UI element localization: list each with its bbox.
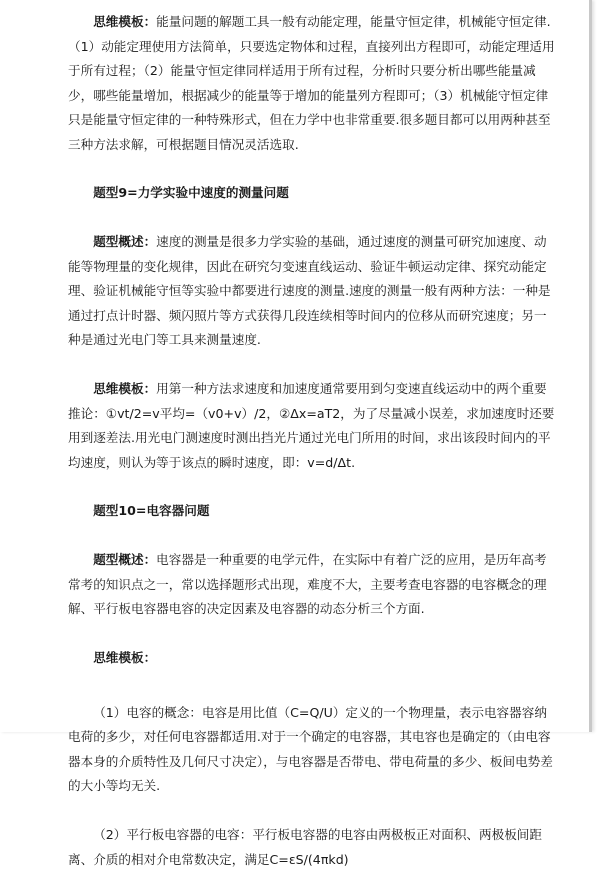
label-thinking-template: 思维模板： <box>93 381 157 396</box>
label-overview: 题型概述： <box>93 234 157 249</box>
label-thinking-template: 思维模板： <box>93 650 157 665</box>
paragraph-text: 电容器是一种重要的电学元件，在实际中有着广泛的应用，是历年高考常考的知识点之一，常以选择题形式出现，难度不大，主要考查电容器的电容概念的理解、平行板电容器电容的决定因素及电容器的动态分析三个方面. <box>68 552 547 616</box>
paragraph-text: 速度的测量是很多力学实验的基础，通过速度的测量可研究加速度、动能等物理量的变化规律，因此在研究匀变速直线运动、验证牛顿运动定律、探究动能定理、验证机械能守恒等实验中都要进行速度的测量.速度的测量一般有两种方法：一种是通过打点计时器、频闪照片等方式获得几段连续相等时间内的位移从而研究速度；另一种是通过光电门等工具来测量速度. <box>68 234 551 347</box>
paragraph-capacitance-concept: （1）电容的概念：电容是用比值（C=Q/U）定义的一个物理量，表示电容器容纳电荷的多少，对任何电容器都适用.对于一个确定的电容器，其电容也是确定的（由电容器本身的介质特性及几何尺寸决定），与电容器是否带电、带电荷量的多少、板间电势差的大小等均无关. <box>68 704 553 793</box>
paragraph-velocity-template <box>68 377 556 475</box>
paragraph-parallel-plate: （2）平行板电容器的电容：平行板电容器的电容由两极板正对面积、两极板间距离、介质的相对介电常数决定，满足C=εS/(4πkd) <box>68 827 542 867</box>
paragraph-velocity-overview <box>68 230 556 353</box>
heading-type-9: 题型9=力学实验中速度的测量问题 <box>93 185 289 200</box>
label-overview: 题型概述： <box>93 552 157 567</box>
paragraph-energy-template <box>68 10 556 157</box>
label-thinking-template: 思维模板： <box>93 14 157 29</box>
paragraph-capacitor-overview <box>68 548 556 622</box>
paragraph-text: 用第一种方法求速度和加速度通常要用到匀变速直线运动中的两个重要推论：①vt/2=v平均=（v0+v）/2，②Δx=aT2，为了尽量减小误差，求加速度时还要用到逐差法.用光电门测速度时测出挡光片通过光电门所用的时间，求出该段时间内的平均速度，则认为等于该点的瞬时速度，即：v=d/Δt. <box>68 381 555 470</box>
paragraph-capacitor-template-label <box>68 646 556 671</box>
heading-type-10: 题型10=电容器问题 <box>93 503 210 518</box>
paragraph-text: 能量问题的解题工具一般有动能定理，能量守恒定律，机械能守恒定律.（1）动能定理使用方法简单，只要选定物体和过程，直接列出方程即可，动能定理适用于所有过程；（2）能量守恒定律同样适用于所有过程，分析时只要分析出哪些能量减少，哪些能量增加，根据减少的能量等于增加的能量列方程即可；（3）机械能守恒定律只是能量守恒定律的一种特殊形式，但在力学中也非常重要.很多题目都可以用两种甚至三种方法求解，可根据题目情况灵活选取. <box>68 14 555 152</box>
